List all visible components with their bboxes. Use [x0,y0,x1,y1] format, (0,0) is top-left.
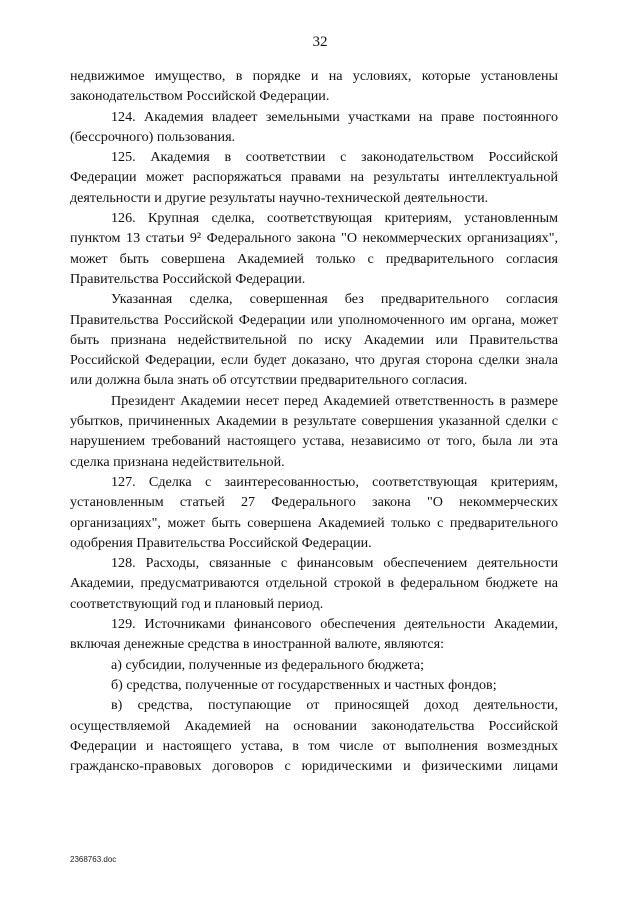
paragraph-126: 126. Крупная сделка, соответствующая критериям, установленным пунктом 13 статьи 9² Федерального закона "О некоммерческих организациях", может быть совершена Академией только с предварительного согласия Правительства Российской Федерации. [70,210,558,287]
paragraph-128: 128. Расходы, связанные с финансовым обеспечением деятельности Академии, предусматриваются отдельной строкой в федеральном бюджете на соответствующий год и плановый период. [70,555,558,612]
list-item-b: б) средства, полученные от государственных и частных фондов; [111,676,497,693]
page-number: 32 [312,34,328,50]
paragraph-127: 127. Сделка с заинтересованностью, соответствующая критериям, установленным статьей 27 Федерального закона "О некоммерческих организациях", может быть совершена Академией только с предварительного одобрения Правительства Российской Федерации. [70,473,558,551]
paragraph-126-invalid-transaction: Указанная сделка, совершенная без предварительного согласия Правительства Российской Федерации или уполномоченного им органа, может быть признана недействительной по иску Академии или Правительства Российской Федерации, если будет доказано, что другая сторона сделки знала или должна была знать об отсутствии предварительного согласия. [70,291,558,389]
paragraph-129: 129. Источниками финансового обеспечения деятельности Академии, включая денежные средства в иностранной валюте, являются: [70,616,558,653]
document-body [70,66,558,776]
list-item-v: в) средства, поступающие от приносящей доход деятельности, осуществляемой Академией на основании законодательства Российской Федерации и настоящего устава, в том числе от выполнения возмездных гражданско-правовых договоров с юридическими и физическими лицами [70,697,558,775]
paragraph-125: 125. Академия в соответствии с законодательством Российской Федерации может распоряжаться правами на результаты интеллектуальной деятельности и другие результаты научно-технической деятельности. [70,149,558,206]
list-item-a: а) субсидии, полученные из федерального бюджета; [111,656,425,673]
paragraph-124: 124. Академия владеет земельными участками на праве постоянного (бессрочного) пользования. [70,108,558,145]
paragraph-property-continuation: недвижимое имущество, в порядке и на условиях, которые установлены законодательством Российской Федерации. [70,68,558,105]
document-footer: 2368763.doc [70,855,117,864]
paragraph-126-president-liability: Президент Академии несет перед Академией ответственность в размере убытков, причиненных Академии в результате совершения указанной сделки с нарушением требований настоящего устава, независимо от того, была ли эта сделка признана недействительной. [70,392,558,470]
